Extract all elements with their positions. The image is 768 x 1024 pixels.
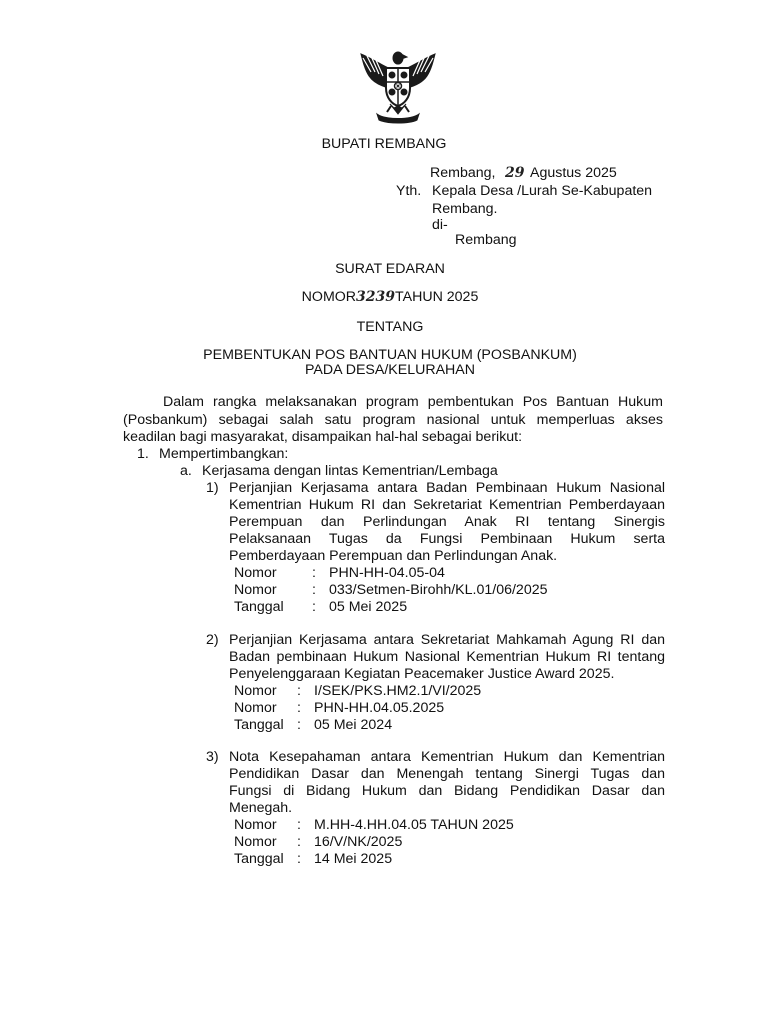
field-colon: : — [297, 683, 301, 699]
recipient-line-1: Kepala Desa /Lurah Se-Kabupaten — [432, 183, 653, 199]
item-1-line: Perjanjian Kerjasama antara Badan Pembinaan Hukum Nasional — [229, 480, 665, 496]
recipient-line-2: Rembang. — [432, 201, 498, 217]
field-colon: : — [297, 817, 301, 833]
field-value: 14 Mei 2025 — [314, 851, 393, 867]
item-3-line: Pendidikan Dasar dan Menengah tentang Sinergi Tugas dan — [229, 766, 665, 782]
field-colon: : — [297, 717, 301, 733]
field-key: Tanggal — [234, 599, 284, 615]
field-key: Nomor — [234, 683, 277, 699]
handwritten-number: 3239 — [356, 289, 396, 305]
field-key: Tanggal — [234, 851, 284, 867]
intro-line-3: keadilan bagi masyarakat, disampaikan hal-hal sebagai berikut: — [123, 429, 523, 445]
place-date-prefix: Rembang, — [430, 165, 496, 181]
about-label: TENTANG — [356, 319, 424, 335]
di-label: di- — [432, 217, 448, 233]
item-3-line: Nota Kesepahaman antara Kementrian Hukum dan Kementrian — [229, 749, 665, 765]
field-colon: : — [297, 700, 301, 716]
doc-number — [6, 288, 768, 306]
field-value: 033/Setmen-Birohh/KL.01/06/2025 — [329, 582, 548, 598]
item-1-line: Pelaksanaan Tugas da Fungsi Pembinaan Hukum serta — [229, 531, 665, 547]
field-value: 05 Mei 2024 — [314, 717, 393, 733]
destination: Rembang — [455, 232, 517, 248]
field-colon: : — [312, 582, 316, 598]
field-key: Nomor — [234, 817, 277, 833]
field-colon: : — [297, 834, 301, 850]
item-3-line: Fungsi di Bidang Hukum dan Bidang Pendidikan Dasar dan — [229, 783, 665, 799]
field-value: M.HH-4.HH.04.05 TAHUN 2025 — [314, 817, 514, 833]
sub-a-label: a. — [180, 463, 192, 479]
item-2-line: Badan pembinaan Hukum Nasional Kementrian Hukum RI tentang — [229, 649, 665, 665]
intro-line-2: (Posbankum) sebagai salah satu program nasional untuk memperluas akses — [123, 412, 663, 428]
field-key: Nomor — [234, 565, 277, 581]
garuda-pancasila-emblem-icon — [357, 48, 439, 124]
field-colon: : — [297, 851, 301, 867]
item-3-label: 3) — [206, 749, 219, 765]
section-1-heading: Mempertimbangkan: — [159, 446, 289, 462]
number-suffix: TAHUN 2025 — [395, 289, 479, 305]
sub-a-heading: Kerjasama dengan lintas Kementrian/Lembaga — [202, 463, 498, 479]
field-colon: : — [312, 565, 316, 581]
item-1-line: Pemberdayaan Perempuan dan Perlindungan Anak. — [229, 548, 558, 564]
field-value: PHN-HH.04.05.2025 — [314, 700, 445, 716]
yth-label: Yth. — [396, 183, 422, 199]
intro-line-1: Dalam rangka melaksanakan program pembentukan Pos Bantuan Hukum — [163, 394, 663, 410]
field-key: Tanggal — [234, 717, 284, 733]
item-1-line: Perempuan dan Perlindungan Anak RI tentang Sinergis — [229, 514, 665, 530]
field-colon: : — [312, 599, 316, 615]
field-value: PHN-HH-04.05-04 — [329, 565, 445, 581]
field-value: 05 Mei 2025 — [329, 599, 408, 615]
item-1-line: Kementrian Hukum RI dan Sekretariat Kementrian Pemberdayaan — [229, 497, 665, 513]
field-key: Nomor — [234, 834, 277, 850]
subject-line-1: PEMBENTUKAN POS BANTUAN HUKUM (POSBANKUM) — [203, 347, 577, 363]
number-prefix: NOMOR — [301, 289, 357, 305]
section-1-label: 1. — [137, 446, 149, 462]
field-value: 16/V/NK/2025 — [314, 834, 403, 850]
subject-line-2: PADA DESA/KELURAHAN — [304, 362, 476, 378]
item-1-label: 1) — [206, 480, 219, 496]
month-year: Agustus 2025 — [530, 165, 617, 181]
doc-type: SURAT EDARAN — [335, 261, 445, 277]
handwritten-day: 29 — [505, 165, 525, 181]
item-2-label: 2) — [206, 632, 219, 648]
item-2-line: Perjanjian Kerjasama antara Sekretariat Mahkamah Agung RI dan — [229, 632, 665, 648]
item-3-line: Menegah. — [229, 800, 293, 816]
office-title: BUPATI REMBANG — [321, 136, 447, 152]
field-value: I/SEK/PKS.HM2.1/VI/2025 — [314, 683, 482, 699]
field-key: Nomor — [234, 582, 277, 598]
item-2-line: Penyelenggaraan Kegiatan Peacemaker Justice Award 2025. — [229, 666, 615, 682]
field-key: Nomor — [234, 700, 277, 716]
